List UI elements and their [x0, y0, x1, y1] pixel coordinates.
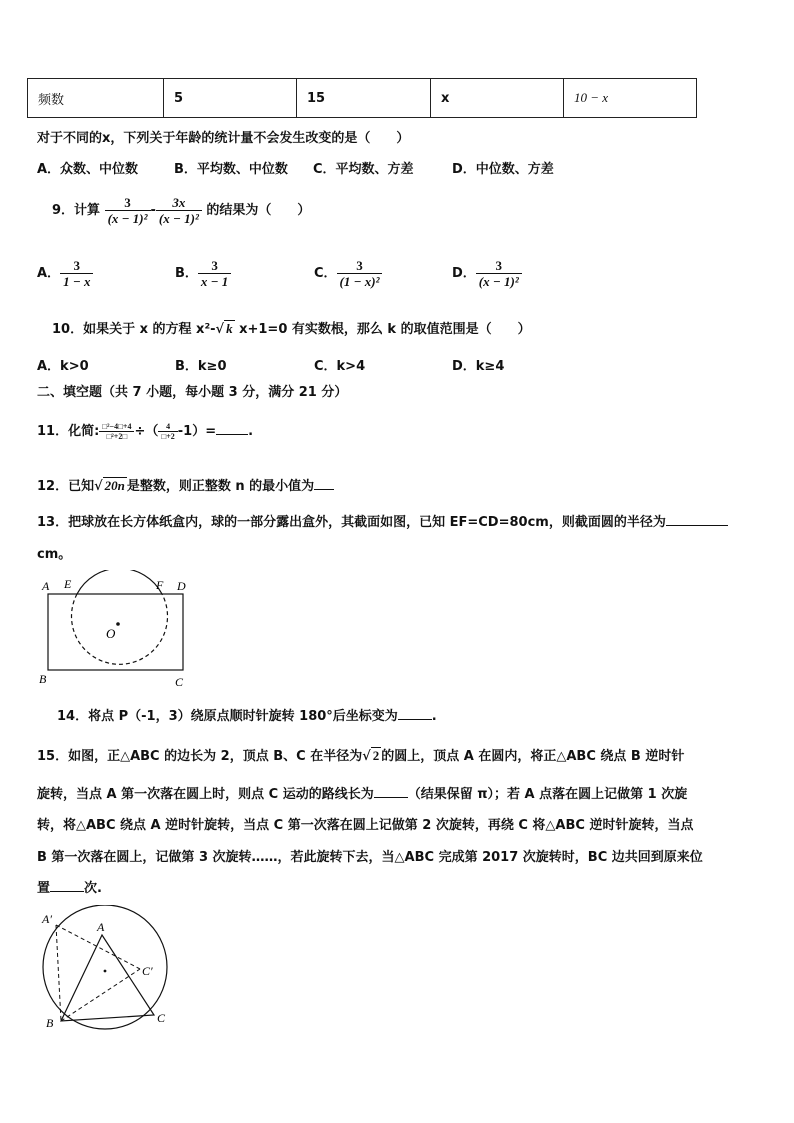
text: 次. — [84, 881, 102, 896]
denominator: x − 1 — [198, 273, 231, 289]
denominator: 1 − x — [60, 273, 93, 289]
numerator: 3x — [172, 195, 186, 210]
label-A-prime: A′ — [42, 912, 52, 926]
center-point — [104, 970, 107, 973]
table-row — [28, 79, 697, 118]
q9-fraction-2 — [156, 195, 202, 226]
triangle-ABC — [61, 935, 154, 1021]
circle-arc-dashed — [72, 594, 168, 664]
answer-blank[interactable] — [666, 525, 728, 526]
option-fraction — [60, 258, 93, 289]
circle-arc-solid — [77, 570, 162, 594]
text: （结果保留 π）；若 A 点落在圆上记做第 1 次旋 — [407, 787, 688, 802]
q9-fraction-1 — [105, 195, 151, 226]
option-letter: B． — [175, 266, 198, 281]
radicand: 20n — [104, 478, 125, 493]
q10-suffix: x+1=0 有实数根，那么 k 的取值范围是（ ） — [234, 322, 531, 337]
table-cell: 15 — [297, 79, 431, 118]
q8-option-d: D．中位数、方差 — [452, 162, 554, 177]
sqrt-sign-icon: √ — [215, 322, 225, 337]
numerator: □²−4□+4 — [102, 422, 132, 431]
operator: ÷（ — [134, 424, 159, 439]
q15-line5 — [37, 877, 102, 896]
label-C-prime: C′ — [142, 964, 153, 978]
label-B: B — [39, 672, 47, 686]
q12-stem — [37, 475, 334, 494]
denominator: □+2 — [158, 431, 177, 441]
q13-figure — [34, 570, 194, 692]
q11-prefix: 11．化简: — [37, 424, 100, 439]
option-letter: A． — [37, 266, 61, 281]
option-fraction — [198, 258, 231, 289]
label-A: A — [42, 579, 50, 593]
q8-option-a: A．众数、中位数 — [37, 162, 139, 177]
label-E: E — [64, 577, 72, 591]
box-rectangle — [48, 594, 183, 670]
q12-suffix: 是整数，则正整数 n 的最小值为 — [126, 479, 315, 494]
label-A: A — [97, 920, 105, 934]
numerator: 3 — [356, 258, 363, 273]
option-letter: D． — [452, 266, 476, 281]
label-D: D — [177, 579, 186, 593]
q9-prefix: 9．计算 — [52, 203, 101, 218]
numerator: 3 — [211, 258, 218, 273]
q9-suffix: 的结果为（ ） — [206, 203, 311, 218]
sqrt-sign-icon: √ — [362, 749, 371, 764]
numerator: 3 — [495, 258, 503, 273]
q14-stem — [57, 705, 437, 724]
q8-stem: 对于不同的x，下列关于年龄的统计量不会发生改变的是（ ） — [37, 131, 410, 146]
q13-line2: cm。 — [37, 547, 72, 562]
answer-blank[interactable] — [314, 489, 334, 490]
q9-option-a — [37, 256, 93, 292]
answer-blank[interactable] — [398, 719, 432, 720]
q10-option-a: A．k>0 — [37, 359, 89, 374]
q10-prefix: 10．如果关于 x 的方程 x²- — [52, 322, 216, 337]
answer-blank[interactable] — [216, 434, 248, 435]
q14-text: 14．将点 P（-1，3）绕原点顺时针旋转 180°后坐标变为 — [57, 709, 398, 724]
numerator: 4 — [166, 422, 171, 431]
denominator: (x − 1)² — [476, 273, 522, 289]
q9-option-d — [452, 256, 522, 292]
numerator: 3 — [73, 258, 80, 273]
q13-line1: 13．把球放在长方体纸盒内，球的一部分露出盒外，其截面如图，已知 EF=CD=80cm，则截面圆的半径为 — [37, 515, 666, 530]
q11-fraction-2 — [158, 422, 177, 441]
denominator: (1 − x)² — [337, 273, 383, 289]
table-cell: 10 − x — [564, 79, 697, 118]
denominator: (x − 1)² — [105, 210, 151, 226]
period: . — [431, 709, 437, 724]
q15-line1 — [37, 745, 684, 764]
radicand: 2 — [372, 748, 380, 763]
q15-figure — [30, 905, 190, 1035]
table-cell: 5 — [164, 79, 297, 118]
section-heading: 二、填空题（共 7 小题，每小题 3 分，满分 21 分） — [37, 385, 348, 400]
label-C: C — [175, 675, 184, 689]
q15-line2 — [37, 783, 687, 802]
q15-line4: B 第一次落在圆上，记做第 3 次旋转……，若此旋转下去，当△ABC 完成第 2017 次旋转时，BC 边共回到原来位 — [37, 850, 703, 865]
q13-stem — [37, 511, 728, 530]
sqrt-sign-icon: √ — [94, 479, 103, 494]
q10-stem — [52, 318, 531, 337]
radicand: k — [226, 321, 233, 336]
label-F: F — [156, 578, 164, 592]
text: 15．如图，正△ABC 的边长为 2，顶点 B、C 在半径为 — [37, 749, 363, 764]
center-point — [116, 622, 120, 626]
label-C: C — [157, 1011, 166, 1025]
numerator: 3 — [124, 195, 131, 210]
minus-sign: - — [150, 203, 156, 218]
q8-option-c: C．平均数、方差 — [313, 162, 414, 177]
q11-fraction-1 — [99, 422, 134, 441]
q8-option-b: B．平均数、中位数 — [174, 162, 288, 177]
denominator: (x − 1)² — [156, 210, 202, 226]
q9-option-c — [314, 256, 382, 292]
q11-tail: -1）= — [177, 424, 217, 439]
q9-option-b — [175, 256, 231, 292]
table-cell: x — [431, 79, 564, 118]
q12-prefix: 12．已知 — [37, 479, 95, 494]
option-letter: C． — [314, 266, 337, 281]
text: 旋转，当点 A 第一次落在圆上时，则点 C 运动的路线长为 — [37, 787, 374, 802]
frequency-table — [27, 78, 697, 118]
q15-line3: 转，将△ABC 绕点 A 逆时针旋转，当点 C 第一次落在圆上记做第 2 次旋转，再绕 C 将△ABC 逆时针旋转，当点 — [37, 818, 694, 833]
option-fraction — [476, 258, 522, 289]
q10-option-d: D．k≥4 — [452, 359, 505, 374]
period: . — [248, 424, 254, 439]
table-row-label: 频数 — [28, 79, 164, 118]
label-O: O — [106, 626, 116, 641]
answer-blank[interactable] — [374, 797, 408, 798]
text: 的圆上，顶点 A 在圆内，将正△ABC 绕点 B 逆时针 — [381, 749, 685, 764]
answer-blank[interactable] — [50, 891, 84, 892]
q10-option-c: C．k>4 — [314, 359, 366, 374]
text: 置 — [37, 881, 51, 896]
denominator: □²+2□ — [99, 431, 134, 441]
q11-stem — [37, 415, 253, 449]
q9-stem — [52, 193, 310, 229]
q10-option-b: B．k≥0 — [175, 359, 227, 374]
option-fraction — [337, 258, 383, 289]
label-B: B — [46, 1016, 54, 1030]
